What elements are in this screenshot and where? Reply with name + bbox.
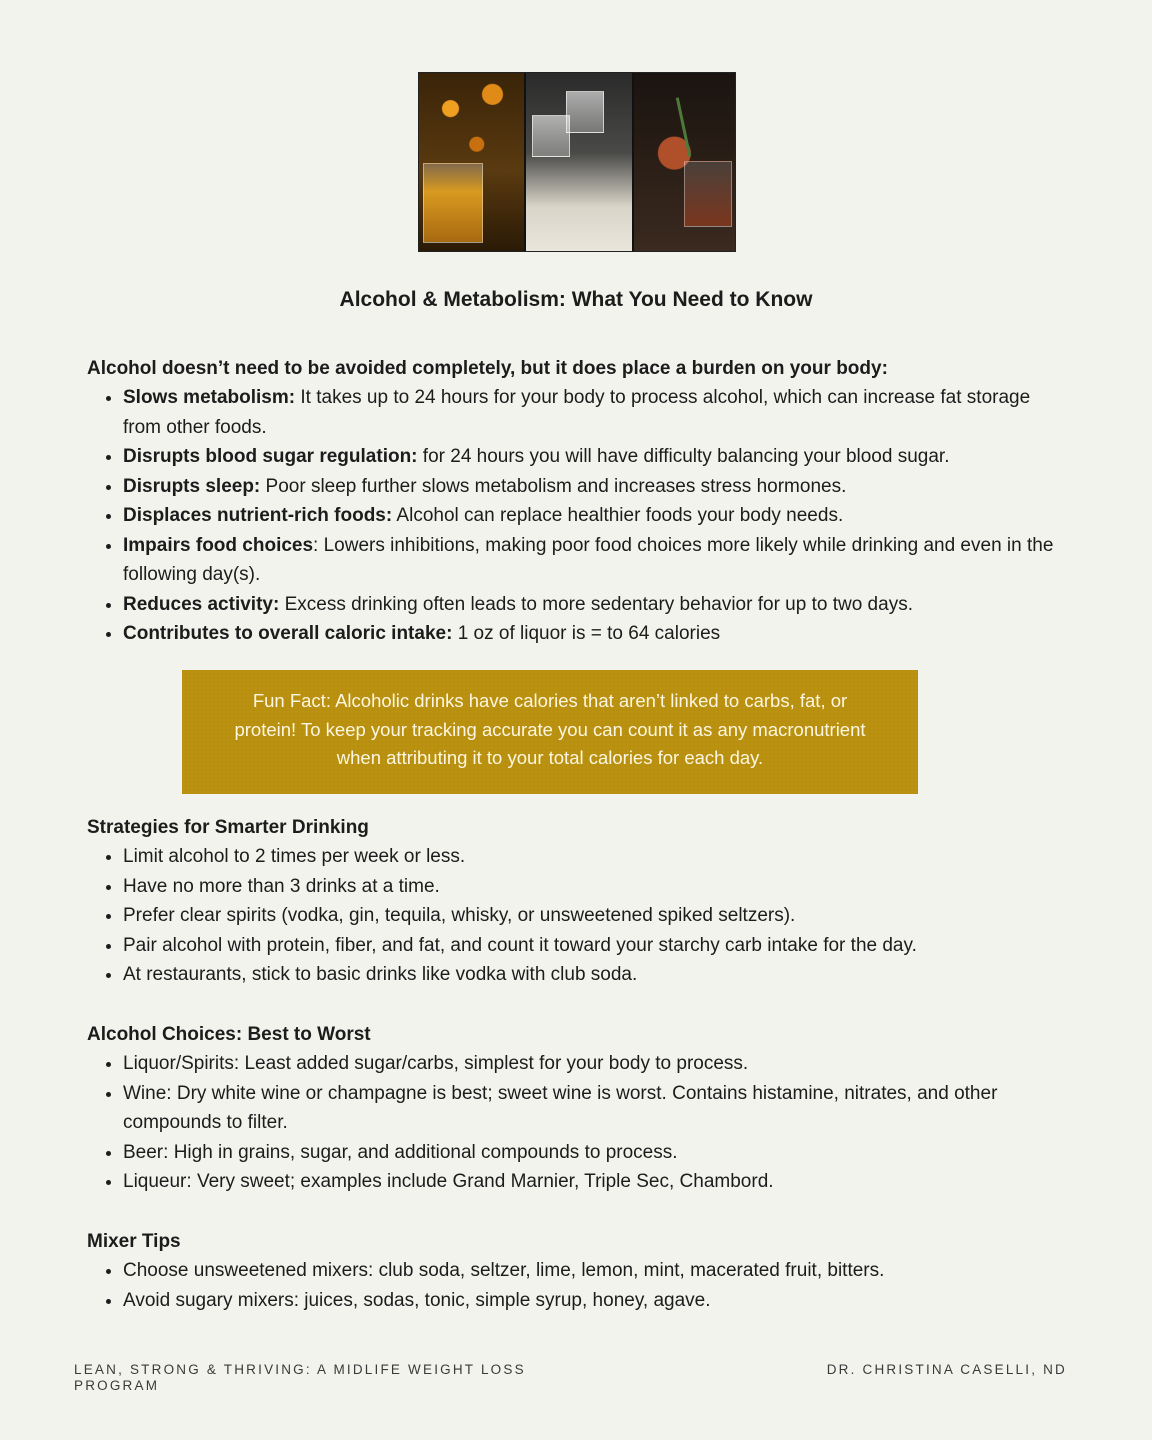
item-text: 1 oz of liquor is = to 64 calories (452, 623, 721, 644)
mixers-heading: Mixer Tips (87, 1231, 181, 1252)
item-term: Disrupts blood sugar regulation: (123, 446, 418, 467)
list-item (123, 383, 1067, 442)
cocktail-photo (634, 73, 735, 251)
list-item (123, 619, 1067, 649)
item-term: Slows metabolism: (123, 387, 296, 408)
list-item (123, 442, 1067, 472)
list-item (123, 501, 1067, 531)
whiskey-glass-photo (419, 73, 524, 251)
list-item: • Liqueur: Very sweet; examples include Grand Marnier, Triple Sec, Chambord. (123, 1167, 1067, 1197)
list-item: • Prefer clear spirits (vodka, gin, tequila, whisky, or unsweetened spiked seltzers). (123, 901, 1067, 931)
list-item (123, 590, 1067, 620)
list-item: • Avoid sugary mixers: juices, sodas, tonic, simple syrup, honey, agave. (123, 1286, 1067, 1316)
list-item (123, 531, 1067, 590)
list-item: • Beer: High in grains, sugar, and additional compounds to process. (123, 1138, 1067, 1168)
item-term: Disrupts sleep: (123, 475, 261, 497)
list-item: • Liquor/Spirits: Least added sugar/carbs, simplest for your body to process. (123, 1049, 1067, 1079)
list-item: • Have no more than 3 drinks at a time. (123, 872, 1067, 902)
choices-list (87, 1049, 1067, 1197)
item-term: Reduces activity: (123, 593, 280, 615)
fun-fact-callout: Fun Fact: Alcoholic drinks have calories that aren’t linked to carbs, fat, or protein! To keep your tracking accurate you can count it as any macronutrient when attributing it to your total calories for each day. (182, 670, 918, 794)
choices-section (87, 1020, 1067, 1197)
choices-heading: Alcohol Choices: Best to Worst (87, 1024, 371, 1045)
strategies-section (87, 813, 1067, 990)
footer-program-title: LEAN, STRONG & THRIVING: A MIDLIFE WEIGHT LOSS PROGRAM (74, 1362, 526, 1393)
strategies-heading: Strategies for Smarter Drinking (87, 817, 369, 838)
mixers-section (87, 1227, 1067, 1315)
page-title: Alcohol & Metabolism: What You Need to Know (339, 288, 813, 311)
mixers-list (87, 1256, 1067, 1315)
list-item: • Choose unsweetened mixers: club soda, seltzer, lime, lemon, mint, macerated fruit, bitters. (123, 1256, 1067, 1286)
item-text: Poor sleep further slows metabolism and increases stress hormones. (260, 475, 847, 497)
list-item: • At restaurants, stick to basic drinks like vodka with club soda. (123, 960, 1067, 990)
list-item: • Pair alcohol with protein, fiber, and fat, and count it toward your starchy carb intake for the day. (123, 931, 1067, 961)
item-text: Alcohol can replace healthier foods your body needs. (392, 505, 844, 526)
item-text: It takes up to 24 hours for your body to process alcohol, which can increase fat storage from other foods. (123, 387, 1031, 438)
item-text: : Lowers inhibitions, making poor food choices more likely while drinking and even in the following day(s). (123, 534, 1054, 585)
strategies-list (87, 842, 1067, 990)
item-text: Excess drinking often leads to more sedentary behavior for up to two days. (279, 593, 913, 615)
item-term: Displaces nutrient-rich foods: (123, 505, 393, 526)
item-term: Contributes to overall caloric intake: (123, 623, 453, 644)
list-item: • Wine: Dry white wine or champagne is best; sweet wine is worst. Contains histamine, nitrates, and other compounds to filter. (123, 1079, 1067, 1138)
item-term: Impairs food choices (123, 534, 314, 556)
hero-image-collage (418, 72, 736, 252)
footer-author: DR. CHRISTINA CASELLI, ND (826, 1362, 1067, 1377)
list-item: • Limit alcohol to 2 times per week or less. (123, 842, 1067, 872)
list-item (123, 472, 1067, 502)
intro-lead: Alcohol doesn’t need to be avoided completely, but it does place a burden on your body: (87, 358, 888, 379)
shot-glasses-photo (526, 73, 632, 251)
item-text: for 24 hours you will have difficulty balancing your blood sugar. (417, 446, 950, 467)
burden-list (87, 383, 1067, 649)
intro-section (87, 354, 1067, 649)
